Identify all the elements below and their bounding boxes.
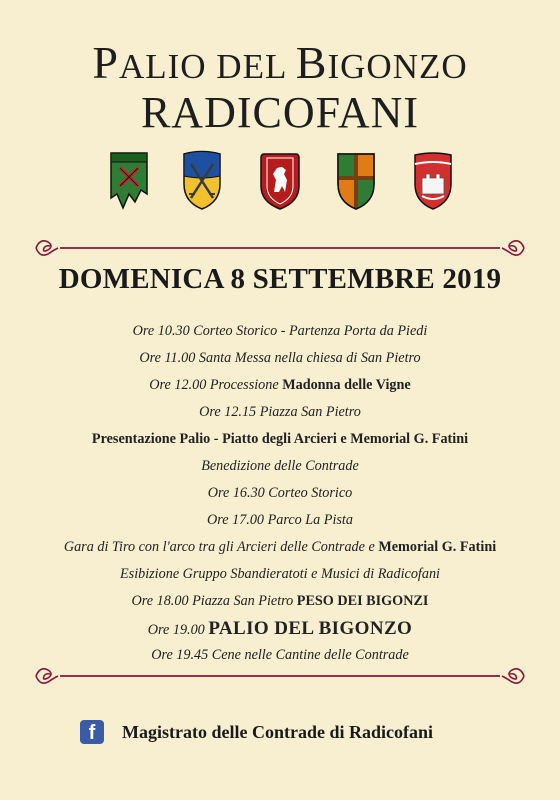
schedule-item: Ore 18.00 Piazza San Pietro PESO DEI BIGONZI — [131, 593, 429, 609]
footer-text: Magistrato delle Contrade di Radicofani — [122, 721, 433, 742]
schedule-item: Ore 19.45 Cene nelle Cantine delle Contrade — [151, 647, 409, 663]
page-title: PALIO DEL BIGONZO — [92, 37, 468, 88]
red-lion-shield-icon — [259, 150, 301, 212]
schedule-item: Presentazione Palio - Piatto degli Arcieri e Memorial G. Fatini — [91, 431, 469, 447]
ornamental-divider-top — [30, 236, 530, 260]
schedule-item: Esibizione Gruppo Sbandieratoti e Musici di Radicofani — [120, 566, 440, 582]
red-castle-shield-icon — [412, 150, 454, 212]
blue-gold-shield-icon — [181, 150, 223, 212]
footer — [80, 718, 433, 746]
ornamental-divider-bottom — [30, 664, 530, 688]
green-orange-cross-shield-icon — [335, 150, 377, 212]
facebook-icon[interactable]: f — [80, 720, 104, 744]
schedule-item: Gara di Tiro con l'arco tra gli Arcieri delle Contrade e Memorial G. Fatini — [63, 539, 497, 555]
schedule-item: Ore 11.00 Santa Messa nella chiesa di San Pietro — [139, 350, 421, 366]
schedule-list — [0, 318, 560, 669]
schedule-item: Ore 17.00 Parco La Pista — [207, 512, 353, 528]
green-cross-shield-icon — [108, 150, 150, 212]
schedule-item: Ore 16.30 Corteo Storico — [207, 485, 353, 501]
schedule-item: Ore 12.00 Processione Madonna delle Vigne — [149, 377, 411, 393]
schedule-item: Benedizione delle Contrade — [201, 458, 359, 474]
schedule-item: Ore 12.15 Piazza San Pietro — [199, 404, 361, 420]
schedule-item-highlight: Ore 19.00 PALIO DEL BIGONZO — [147, 618, 413, 639]
schedule-item: Ore 10.30 Corteo Storico - Partenza Porta da Piedi — [132, 323, 428, 339]
page-subtitle: RADICOFANI — [140, 88, 420, 137]
event-date: DOMENICA 8 SETTEMBRE 2019 — [58, 263, 502, 295]
contrade-shields — [0, 150, 560, 214]
